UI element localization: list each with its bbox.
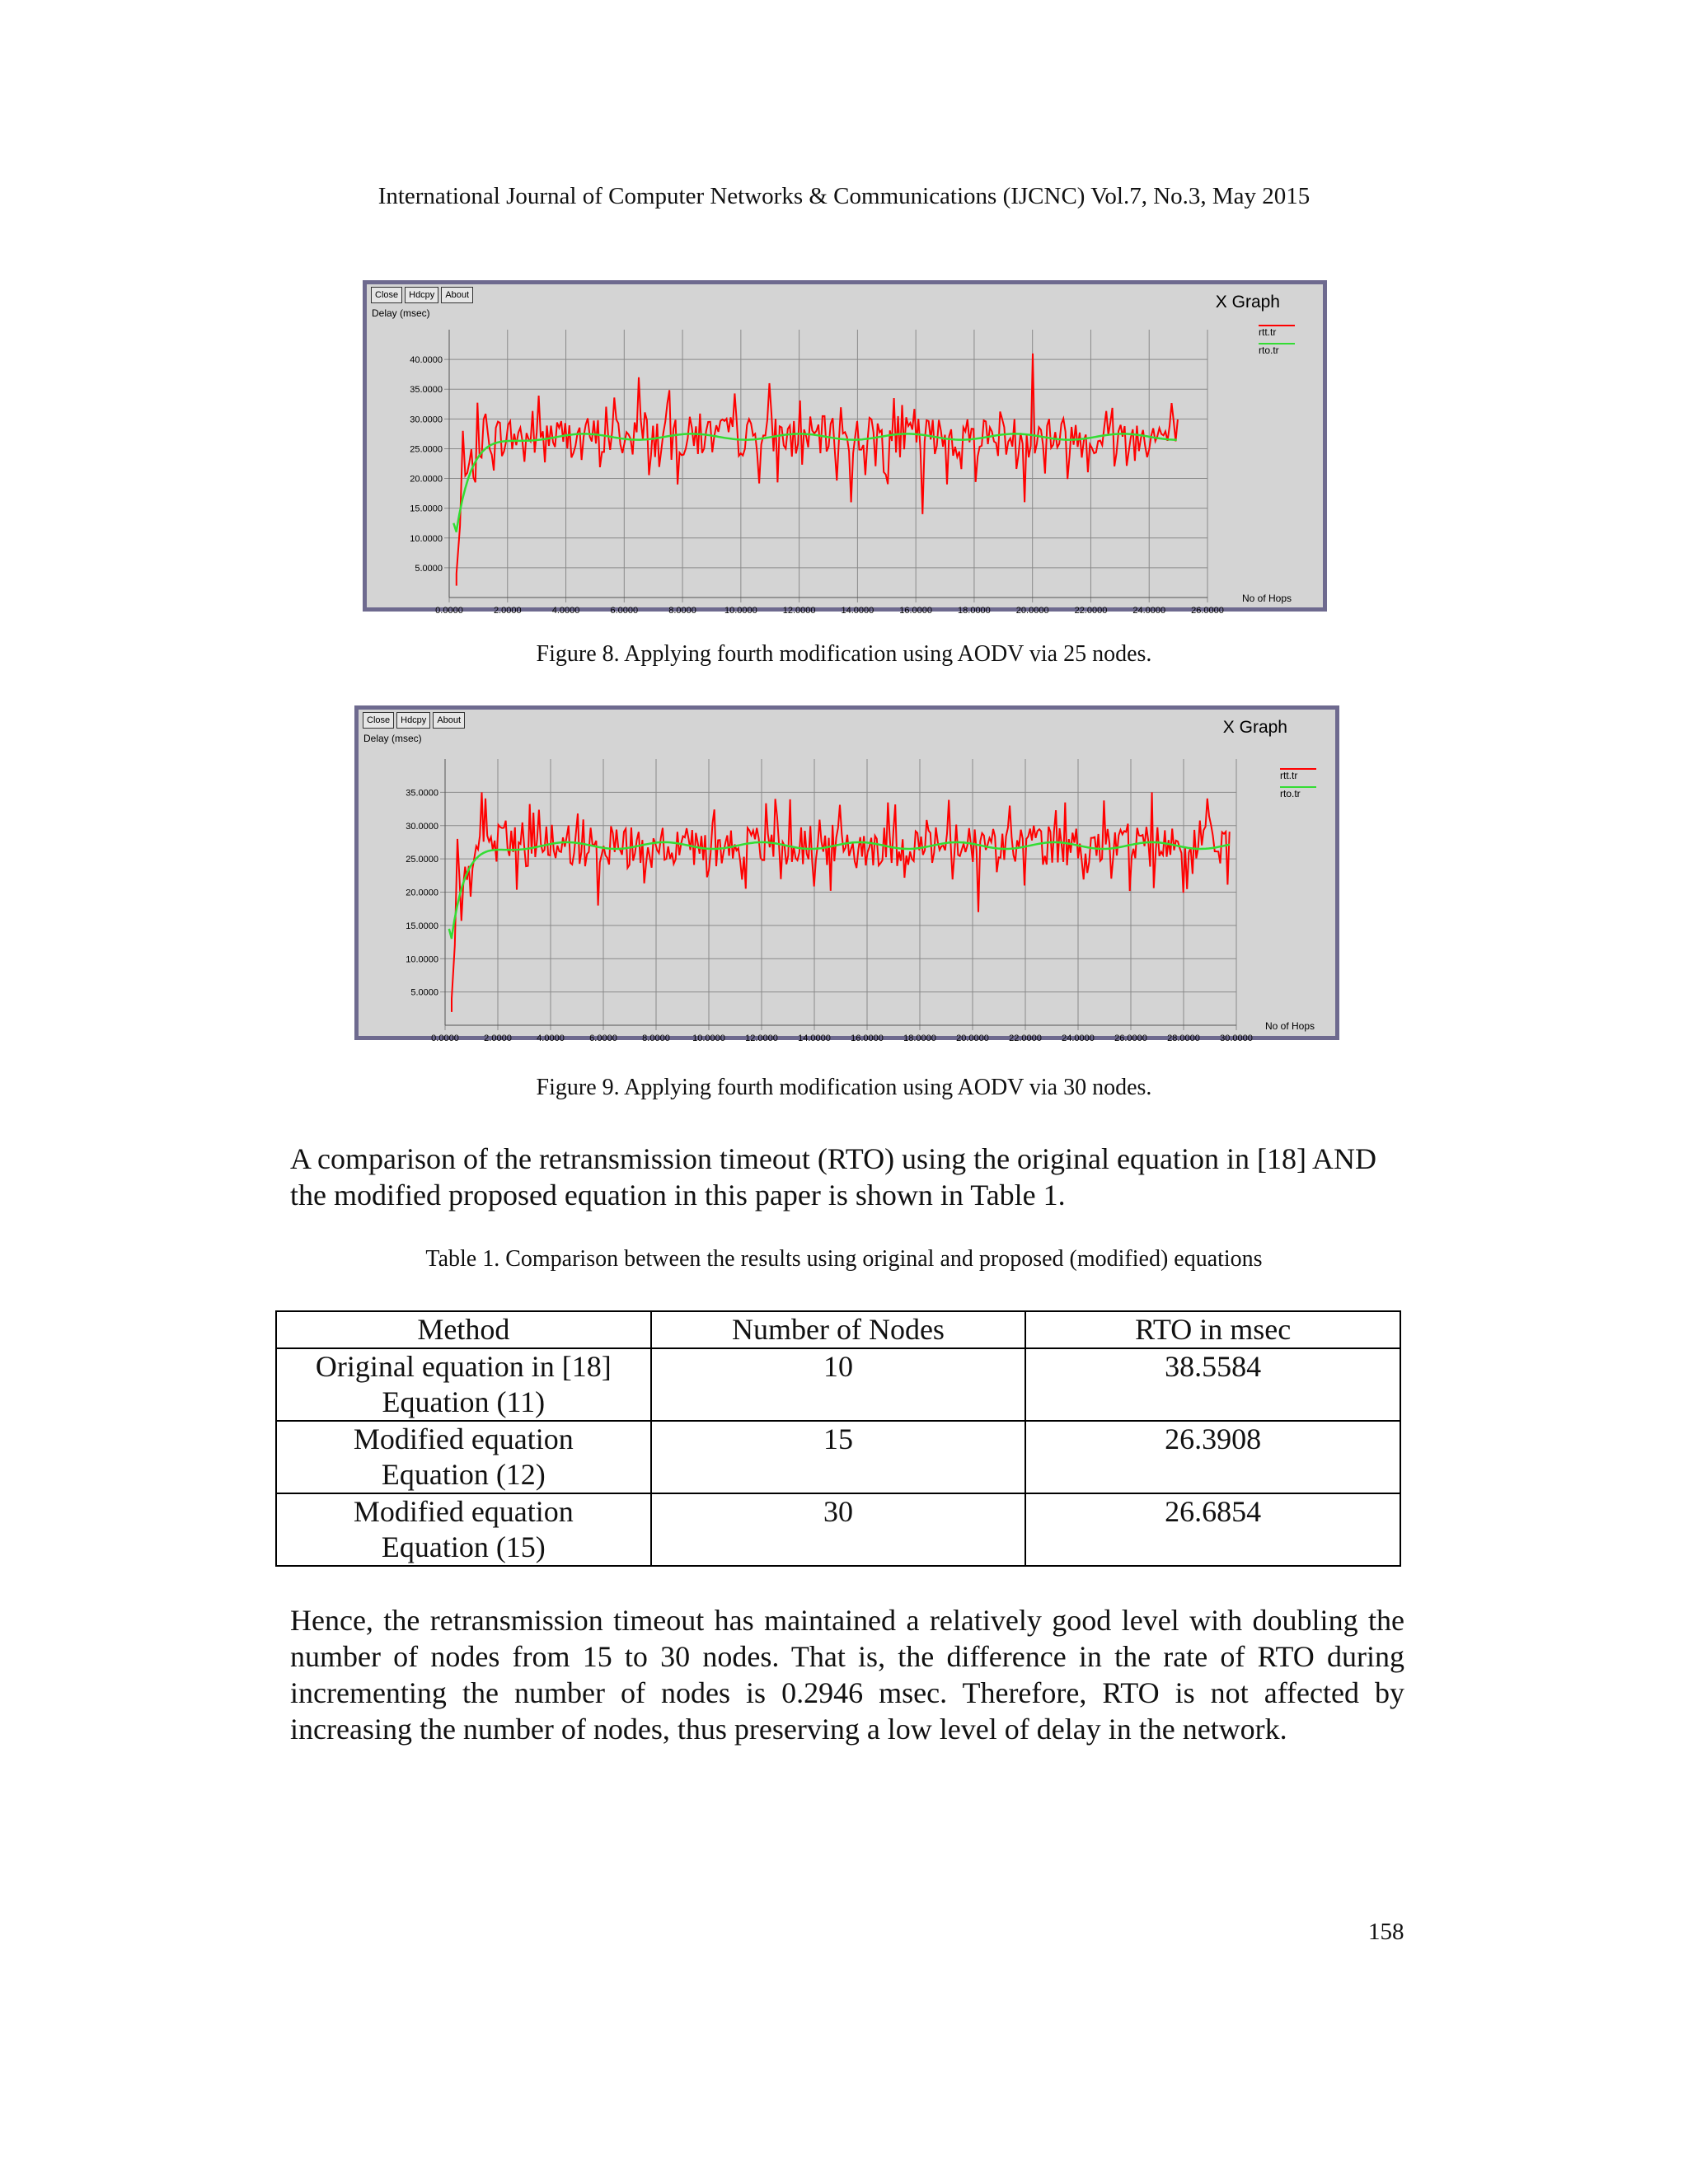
x-tick-label: 24.0000 bbox=[1132, 606, 1166, 616]
delay-chart-30-nodes bbox=[359, 710, 1335, 1043]
x-tick-label: 2.0000 bbox=[493, 606, 522, 616]
header-method: Method bbox=[276, 1311, 651, 1348]
y-tick-label: 15.0000 bbox=[410, 504, 443, 514]
close-button[interactable]: Close bbox=[363, 712, 394, 729]
table-row bbox=[276, 1348, 1400, 1421]
x-tick-label: 20.0000 bbox=[956, 1033, 989, 1043]
y-tick-label: 20.0000 bbox=[410, 474, 443, 485]
nodes-cell: 30 bbox=[651, 1493, 1026, 1566]
y-tick-label: 30.0000 bbox=[406, 821, 438, 832]
y-tick-label: 15.0000 bbox=[406, 921, 438, 931]
y-tick-label: 35.0000 bbox=[406, 788, 438, 799]
y-tick-label: 25.0000 bbox=[406, 855, 438, 865]
x-tick-label: 8.0000 bbox=[668, 606, 696, 616]
equation-ref: Equation (12) bbox=[381, 1458, 546, 1491]
method-name: Original equation in [18] bbox=[315, 1350, 612, 1383]
method-name: Modified equation bbox=[353, 1422, 574, 1455]
x-tick-label: 16.0000 bbox=[851, 1033, 884, 1043]
table-caption: Table 1. Comparison between the results using original and proposed (modified) equations bbox=[425, 1246, 1263, 1272]
y-tick-label: 25.0000 bbox=[410, 444, 443, 455]
legend-label: rto.tr bbox=[1259, 344, 1279, 356]
y-tick-label: 10.0000 bbox=[410, 533, 443, 544]
x-tick-label: 16.0000 bbox=[899, 606, 933, 616]
y-tick-label: 30.0000 bbox=[410, 415, 443, 425]
rto-cell: 38.5584 bbox=[1025, 1348, 1400, 1421]
conclusion-paragraph: Hence, the retransmission timeout has maintained a relatively good level with doubling the number of nodes from 15 to 30 nodes. That is, the difference in the rate of RTO during incrementing the number of nodes is 0.2946 msec. Therefore, RTO is not affected by increasing the number of nodes, thus preserving a low level of delay in the network. bbox=[290, 1604, 1404, 1746]
xgraph-window-figure-8 bbox=[363, 280, 1327, 616]
x-tick-label: 22.0000 bbox=[1074, 606, 1108, 616]
x-tick-label: 26.0000 bbox=[1191, 606, 1224, 616]
rto-cell: 26.6854 bbox=[1025, 1493, 1400, 1566]
x-tick-label: 8.0000 bbox=[642, 1033, 670, 1043]
x-tick-label: 12.0000 bbox=[782, 606, 816, 616]
xgraph-window-figure-9 bbox=[354, 705, 1339, 1043]
x-tick-label: 2.0000 bbox=[484, 1033, 512, 1043]
rtt-series-line bbox=[457, 354, 1178, 586]
x-tick-label: 18.0000 bbox=[958, 606, 991, 616]
results-table bbox=[275, 1310, 1401, 1567]
rto-cell: 26.3908 bbox=[1025, 1421, 1400, 1493]
y-tick-label: 5.0000 bbox=[415, 563, 443, 574]
comparison-paragraph: A comparison of the retransmission timeout (RTO) using the original equation in [18] AND the modified proposed equation in this paper is shown in Table 1. bbox=[290, 1142, 1376, 1212]
x-tick-label: 22.0000 bbox=[1009, 1033, 1042, 1043]
header-rto: RTO in msec bbox=[1025, 1311, 1400, 1348]
x-tick-label: 28.0000 bbox=[1167, 1033, 1200, 1043]
y-tick-label: 35.0000 bbox=[410, 385, 443, 396]
y-tick-label: 40.0000 bbox=[410, 355, 443, 366]
about-button[interactable]: About bbox=[441, 287, 473, 303]
x-tick-label: 24.0000 bbox=[1062, 1033, 1095, 1043]
y-tick-label: 20.0000 bbox=[406, 888, 438, 898]
table-header-row bbox=[276, 1311, 1400, 1348]
hardcopy-button[interactable]: Hdcpy bbox=[405, 287, 438, 303]
x-tick-label: 14.0000 bbox=[841, 606, 874, 616]
close-button[interactable]: Close bbox=[371, 287, 402, 303]
x-tick-label: 14.0000 bbox=[798, 1033, 831, 1043]
delay-chart-25-nodes bbox=[367, 284, 1323, 616]
legend-label: rto.tr bbox=[1280, 788, 1301, 799]
about-button[interactable]: About bbox=[433, 712, 465, 729]
x-tick-label: 6.0000 bbox=[589, 1033, 617, 1043]
journal-header: International Journal of Computer Networks & Communications (IJCNC) Vol.7, No.3, May 2015 bbox=[377, 183, 1311, 209]
x-tick-label: 30.0000 bbox=[1220, 1033, 1253, 1043]
x-tick-label: 26.0000 bbox=[1114, 1033, 1147, 1043]
figure-8-caption: Figure 8. Applying fourth modification using AODV via 25 nodes. bbox=[536, 641, 1152, 667]
x-axis-label: No of Hops bbox=[1242, 593, 1292, 604]
x-axis-label: No of Hops bbox=[1265, 1020, 1315, 1032]
x-tick-label: 12.0000 bbox=[745, 1033, 778, 1043]
method-name: Modified equation bbox=[353, 1495, 574, 1528]
y-axis-label: Delay (msec) bbox=[372, 307, 430, 319]
graph-title: X Graph bbox=[1215, 293, 1280, 312]
method-cell bbox=[276, 1493, 651, 1566]
x-tick-label: 0.0000 bbox=[435, 606, 463, 616]
equation-ref: Equation (11) bbox=[382, 1385, 546, 1418]
y-tick-label: 10.0000 bbox=[406, 954, 438, 965]
x-tick-label: 0.0000 bbox=[431, 1033, 459, 1043]
x-tick-label: 4.0000 bbox=[551, 606, 580, 616]
table-row bbox=[276, 1493, 1400, 1566]
hardcopy-button[interactable]: Hdcpy bbox=[396, 712, 430, 729]
header-number-of-nodes: Number of Nodes bbox=[651, 1311, 1026, 1348]
figure-9-caption: Figure 9. Applying fourth modification using AODV via 30 nodes. bbox=[536, 1075, 1152, 1100]
legend-label: rtt.tr bbox=[1280, 770, 1298, 781]
method-cell bbox=[276, 1348, 651, 1421]
method-cell bbox=[276, 1421, 651, 1493]
x-tick-label: 10.0000 bbox=[724, 606, 757, 616]
x-tick-label: 6.0000 bbox=[610, 606, 639, 616]
equation-ref: Equation (15) bbox=[381, 1530, 546, 1563]
x-tick-label: 20.0000 bbox=[1015, 606, 1049, 616]
y-tick-label: 5.0000 bbox=[410, 987, 438, 998]
graph-title: X Graph bbox=[1222, 718, 1287, 737]
nodes-cell: 10 bbox=[651, 1348, 1026, 1421]
x-tick-label: 4.0000 bbox=[537, 1033, 565, 1043]
page-number: 158 bbox=[1368, 1919, 1404, 1945]
x-tick-label: 18.0000 bbox=[903, 1033, 936, 1043]
x-tick-label: 10.0000 bbox=[692, 1033, 725, 1043]
table-row bbox=[276, 1421, 1400, 1493]
y-axis-label: Delay (msec) bbox=[363, 733, 422, 744]
legend-label: rtt.tr bbox=[1259, 326, 1277, 338]
nodes-cell: 15 bbox=[651, 1421, 1026, 1493]
